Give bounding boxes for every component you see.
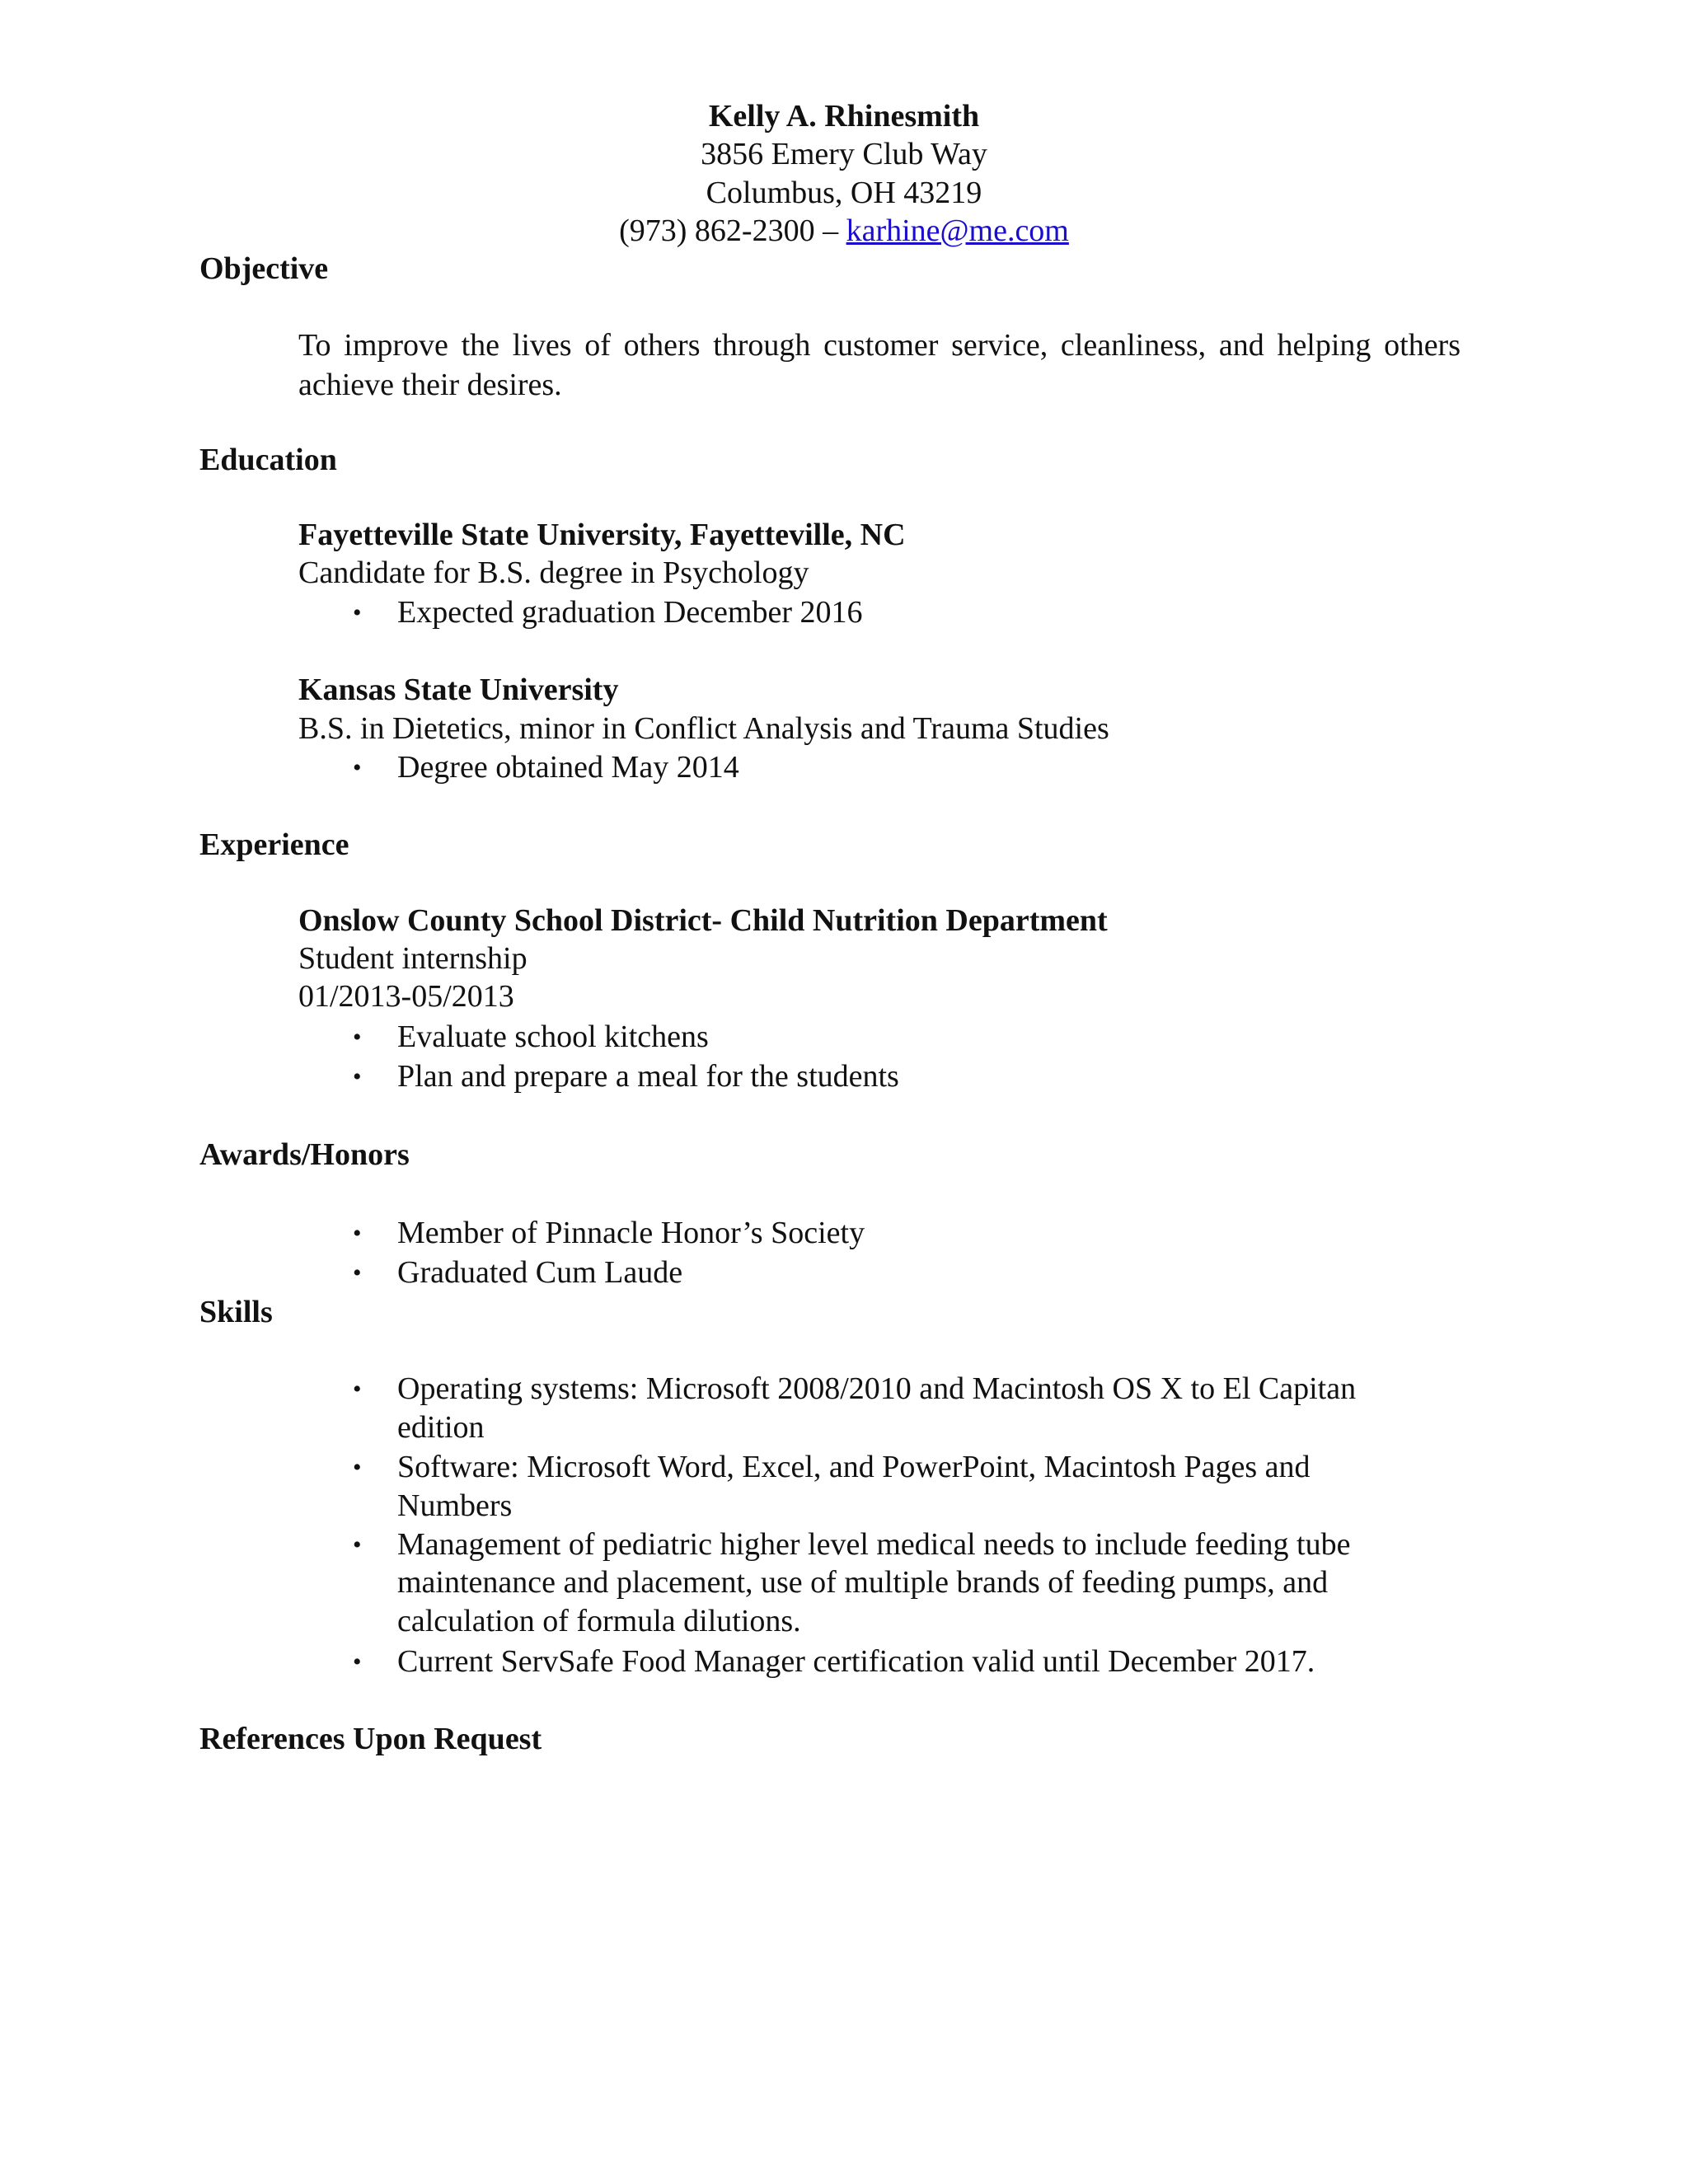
- bullet-glyph: •: [353, 1531, 362, 1558]
- objective-heading: Objective: [199, 251, 329, 286]
- bullet-glyph: •: [353, 1376, 362, 1403]
- experience-heading: Experience: [199, 827, 349, 862]
- awards-heading: Awards/Honors: [199, 1137, 410, 1172]
- bullet-glyph: •: [353, 1024, 362, 1051]
- experience-bullet: Evaluate school kitchens: [397, 1019, 709, 1054]
- skill-item-line: Software: Microsoft Word, Excel, and PowerPoint, Macintosh Pages and: [397, 1450, 1311, 1484]
- experience-role: Student internship: [298, 941, 528, 976]
- skill-item-line: Current ServSafe Food Manager certification valid until December 2017.: [397, 1644, 1315, 1679]
- bullet-glyph: •: [353, 1648, 362, 1675]
- objective-text: To improve the lives of others through customer service, cleanliness, and helping others achieve their desires.: [298, 328, 1461, 402]
- experience-bullet: Plan and prepare a meal for the students: [397, 1059, 899, 1094]
- award-item: Member of Pinnacle Honor’s Society: [397, 1216, 865, 1250]
- experience-employer: Onslow County School District- Child Nutrition Department: [298, 903, 1108, 938]
- email-link[interactable]: karhine@me.com: [846, 213, 1069, 248]
- skill-item-line: Numbers: [397, 1488, 513, 1523]
- contact-line: [0, 212, 1688, 250]
- phone-number: (973) 862-2300 –: [619, 213, 846, 248]
- bullet-glyph: •: [353, 1454, 362, 1481]
- education-school: Fayetteville State University, Fayetteville, NC: [298, 518, 906, 552]
- education-heading: Education: [199, 443, 337, 477]
- skill-item-line: Management of pediatric higher level medical needs to include feeding tube: [397, 1527, 1351, 1562]
- education-bullet: Degree obtained May 2014: [397, 750, 739, 785]
- bullet-glyph: •: [353, 1063, 362, 1090]
- education-degree: B.S. in Dietetics, minor in Conflict Analysis and Trauma Studies: [298, 711, 1109, 746]
- education-school: Kansas State University: [298, 673, 619, 707]
- candidate-name: Kelly A. Rhinesmith: [708, 99, 980, 134]
- education-bullet: Expected graduation December 2016: [397, 595, 863, 630]
- skill-item-line: maintenance and placement, use of multiple brands of feeding pumps, and: [397, 1565, 1329, 1600]
- skills-heading: Skills: [199, 1295, 273, 1329]
- bullet-glyph: •: [353, 754, 362, 781]
- bullet-glyph: •: [353, 1220, 362, 1247]
- experience-dates: 01/2013-05/2013: [298, 979, 514, 1014]
- address-line-1: 3856 Emery Club Way: [701, 137, 987, 171]
- bullet-glyph: •: [353, 599, 362, 626]
- address-line-2: Columbus, OH 43219: [706, 176, 982, 210]
- references-note: References Upon Request: [199, 1722, 542, 1756]
- skill-item-line: Operating systems: Microsoft 2008/2010 and Macintosh OS X to El Capitan: [397, 1371, 1357, 1406]
- skill-item-line: edition: [397, 1410, 485, 1445]
- education-degree: Candidate for B.S. degree in Psychology: [298, 555, 809, 590]
- award-item: Graduated Cum Laude: [397, 1255, 683, 1290]
- skill-item-line: calculation of formula dilutions.: [397, 1604, 801, 1638]
- bullet-glyph: •: [353, 1259, 362, 1286]
